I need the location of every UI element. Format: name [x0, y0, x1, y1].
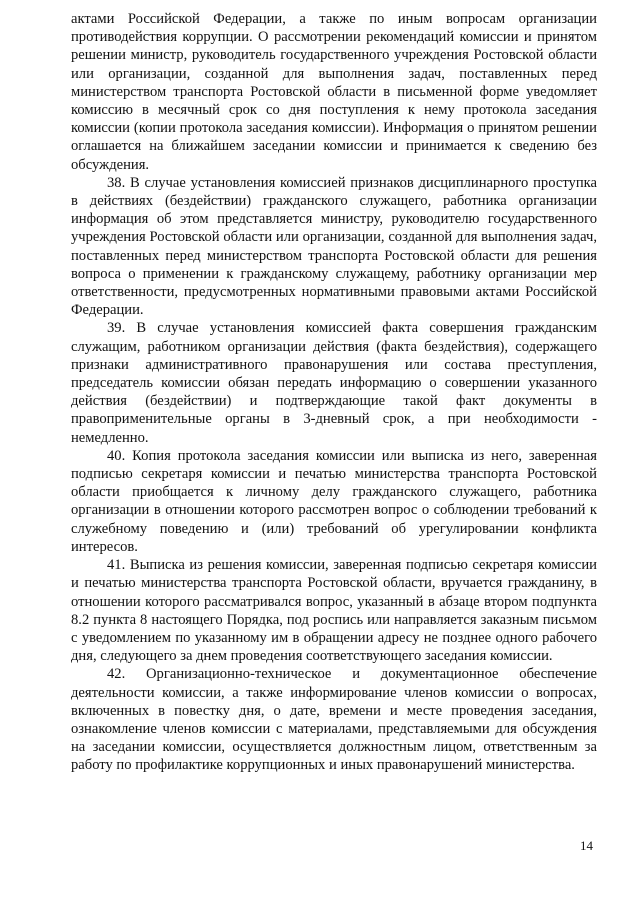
paragraph-continuation: актами Российской Федерации, а также по иным вопросам организации противодействия коррупции. О рассмотрении рекомендаций комиссии и принятом решении министр, руководитель государственного учреждения Ростовской области или организации, созданной для выполнения задач, поставленных перед министерством транспорта Ростовской области в письменной форме уведомляет комиссию в месячный срок со дня поступления к нему протокола заседания комиссии (копии протокола заседания комиссии). Информация о принятом решении оглашается на ближайшем заседании комиссии и принимается к сведению без обсуждения. [71, 11, 597, 173]
document-body [71, 10, 597, 775]
paragraph-42: 42. Организационно-техническое и документационное обеспечение деятельности комиссии, а также информирование членов комиссии о вопросах, включенных в повестку дня, о дате, времени и месте проведения заседания, ознакомление членов комиссии с материалами, представляемыми для обсуждения на заседании комиссии, осуществляется должностным лицом, ответственным за работу по профилактике коррупционных и иных правонарушений министерства. [71, 666, 597, 774]
paragraph-41: 41. Выписка из решения комиссии, заверенная подписью секретаря комиссии и печатью министерства транспорта Ростовской области, вручается гражданину, в отношении которого рассматривался вопрос, указанный в абзаце втором подпункта 8.2 пункта 8 настоящего Порядка, под роспись или направляется заказным письмом с уведомлением по указанному им в обращении адресу не позднее одного рабочего дня, следующего за днем проведения соответствующего заседания комиссии. [71, 557, 597, 665]
paragraph-40: 40. Копия протокола заседания комиссии или выписка из него, заверенная подписью секретаря комиссии и печатью министерства транспорта Ростовской области приобщается к личному делу гражданского служащего, работника организации в отношении которого рассмотрен вопрос о соблюдении требований к служебному поведению и (или) требований об урегулировании конфликта интересов. [71, 447, 597, 555]
paragraph-39: 39. В случае установления комиссией факта совершения гражданским служащим, работником организации действия (факта бездействия), содержащего признаки административного правонарушения или состава преступления, председатель комиссии обязан передать информацию о совершении указанного действия (бездействии) и подтверждающие такой факт документы в правоприменительные органы в 3-дневный срок, а при необходимости - немедленно. [71, 320, 597, 446]
page-number: 14 [580, 838, 593, 853]
paragraph-38: 38. В случае установления комиссией признаков дисциплинарного проступка в действиях (бездействии) гражданского служащего, работника организации информация об этом представляется министру, руководителю государственного учреждения Ростовской области или организации, созданной для выполнения задач, поставленных перед министерством транспорта Ростовской области для решения вопроса о применении к гражданскому служащему, работнику организации мер ответственности, предусмотренных нормативными правовыми актами Российской Федерации. [71, 174, 597, 319]
